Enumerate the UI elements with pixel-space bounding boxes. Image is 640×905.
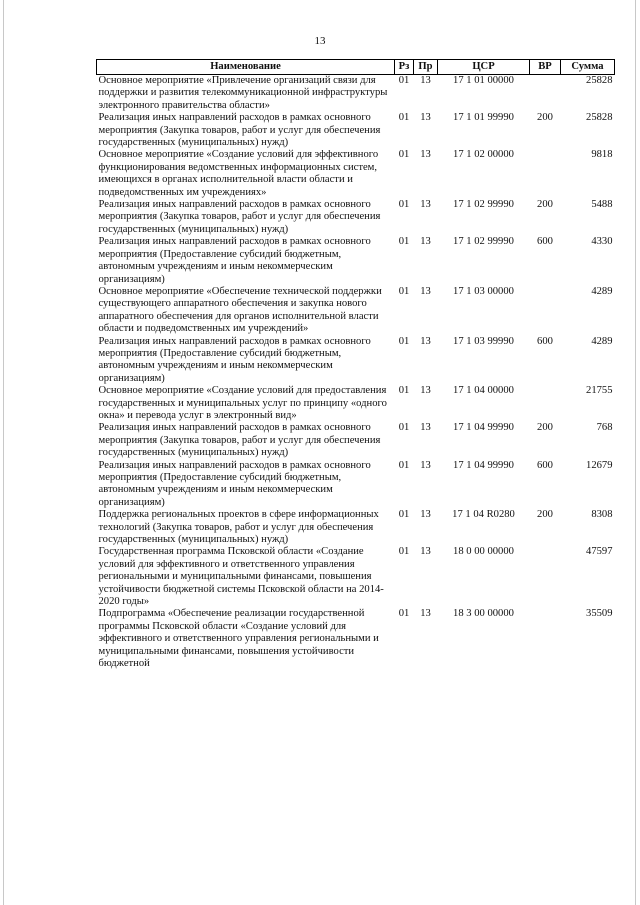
row-vr [530,75,561,113]
row-pr: 13 [420,112,431,124]
row-sum: 47597 [586,546,613,558]
row-sum: 25828 [586,112,613,124]
row-name: Основное мероприятие «Обеспечение технической поддержки существующего аппаратного обеспечения и закупка нового аппаратного обеспечения для органов исполнительной власти области и подведомственных им учреждений» [98,285,382,335]
row-sum: 25828 [586,75,613,86]
row-rz: 01 [398,199,410,211]
row-rz: 01 [398,509,410,521]
row-csr: 17 1 02 99990 [453,236,514,248]
row-name: Основное мероприятие «Создание условий для предоставления государственных и муниципальных услуг по принципу «одного окна» и перевода услуг в электронный вид» [98,385,387,421]
row-sum: 8308 [591,509,613,521]
table-row [97,546,615,608]
row-rz: 01 [398,285,410,297]
row-vr [530,546,561,608]
row-sum: 35509 [586,608,613,620]
table-row [97,422,615,459]
row-name: Основное мероприятие «Создание условий для эффективного функционирования ведомственных информационных систем, имеющихся в органах исполнительной власти области и подведомственных им учреждениях» [98,149,379,198]
table-row [97,75,615,113]
row-pr: 13 [420,199,431,211]
row-csr: 17 1 03 00000 [453,285,514,297]
row-csr: 18 0 00 00000 [453,546,514,558]
row-name: Реализация иных направлений расходов в рамках основного мероприятия (Закупка товаров, работ и услуг для обеспечения государственных (муниципальных) нужд) [98,112,381,149]
page-number: 13 [314,35,326,47]
table-row [97,509,615,546]
row-sum: 4289 [591,285,613,297]
row-vr: 600 [537,459,553,471]
row-vr: 200 [537,509,553,521]
row-rz: 01 [398,546,410,558]
row-sum: 4289 [591,335,613,347]
header-name: Наименование [97,60,395,75]
row-sum: 12679 [586,459,613,471]
row-pr: 13 [420,335,431,347]
table-row [97,199,615,236]
row-rz: 01 [398,608,410,620]
row-rz: 01 [398,385,410,397]
row-rz: 01 [398,112,410,124]
budget-table [96,59,615,671]
row-csr: 17 1 02 00000 [453,149,514,161]
row-vr: 600 [537,335,553,347]
left-scan-edge [3,0,4,905]
row-rz: 01 [398,75,410,86]
row-vr [530,286,561,336]
table-row [97,385,615,422]
row-name: Реализация иных направлений расходов в рамках основного мероприятия (Предоставление субсидий бюджетным, автономным учреждениям и иным некоммерческим организациям) [98,335,371,384]
row-rz: 01 [398,459,410,471]
table-row [97,608,615,670]
row-csr: 17 1 04 99990 [453,422,514,434]
row-name: Подпрограмма «Обеспечение реализации государственной программы Псковской области «Создание условий для эффективного и ответственного управления региональными и муниципальными финансами, повышения устойчивости бюджетной [98,608,379,670]
row-pr: 13 [420,75,431,86]
row-rz: 01 [398,335,410,347]
row-vr: 600 [537,236,553,248]
row-pr: 13 [420,385,431,397]
row-vr [530,385,561,422]
row-csr: 18 3 00 00000 [453,608,514,620]
table-row [97,336,615,386]
row-rz: 01 [398,149,410,161]
row-csr: 17 1 04 R0280 [452,509,515,521]
row-name: Государственная программа Псковской области «Создание условий для эффективного и ответственного управления региональными и муниципальными финансами, повышения устойчивости бюджетной системы Псковской области на 2014-2020 годы» [98,546,384,608]
row-pr: 13 [420,546,431,558]
row-name: Реализация иных направлений расходов в рамках основного мероприятия (Предоставление субсидий бюджетным, автономным учреждениям и иным некоммерческим организациям) [98,459,371,508]
row-name: Основное мероприятие «Привлечение организаций связи для поддержки и развития телекоммуникационной инфраструктуры электронного правительства области» [98,75,388,111]
row-vr [530,608,561,670]
row-pr: 13 [420,285,431,297]
right-scan-edge [635,0,636,905]
row-sum: 768 [596,422,613,434]
row-sum: 21755 [586,385,613,397]
row-pr: 13 [420,149,431,161]
row-sum: 4330 [591,236,613,248]
row-name: Поддержка региональных проектов в сфере информационных технологий (Закупка товаров, работ и услуг для обеспечения государственных (муниципальных) нужд) [98,509,379,546]
header-sum: Сумма [561,60,615,75]
row-pr: 13 [420,422,431,434]
row-csr: 17 1 01 00000 [453,75,514,86]
row-sum: 9818 [591,149,613,161]
row-sum: 5488 [591,199,613,211]
header-csr: ЦСР [438,60,530,75]
row-vr: 200 [537,112,553,124]
row-vr: 200 [537,199,553,211]
header-rz: Рз [395,60,414,75]
row-rz: 01 [398,422,410,434]
row-csr: 17 1 03 99990 [453,335,514,347]
row-name: Реализация иных направлений расходов в рамках основного мероприятия (Предоставление субсидий бюджетным, автономным учреждениям и иным некоммерческим организациям) [98,236,371,285]
table-row [97,460,615,510]
header-pr: Пр [414,60,438,75]
table-row [97,286,615,336]
row-pr: 13 [420,608,431,620]
row-pr: 13 [420,509,431,521]
row-pr: 13 [420,236,431,248]
row-rz: 01 [398,236,410,248]
row-vr: 200 [537,422,553,434]
row-name: Реализация иных направлений расходов в рамках основного мероприятия (Закупка товаров, работ и услуг для обеспечения государственных (муниципальных) нужд) [98,422,381,459]
table-header-row [97,60,615,75]
row-pr: 13 [420,459,431,471]
table-row [97,149,615,199]
header-vr: ВР [530,60,561,75]
table-row [97,236,615,286]
row-vr [530,149,561,199]
row-csr: 17 1 04 00000 [453,385,514,397]
row-csr: 17 1 04 99990 [453,459,514,471]
row-csr: 17 1 02 99990 [453,199,514,211]
row-csr: 17 1 01 99990 [453,112,514,124]
row-name: Реализация иных направлений расходов в рамках основного мероприятия (Закупка товаров, работ и услуг для обеспечения государственных (муниципальных) нужд) [98,199,381,235]
table-row [97,112,615,149]
